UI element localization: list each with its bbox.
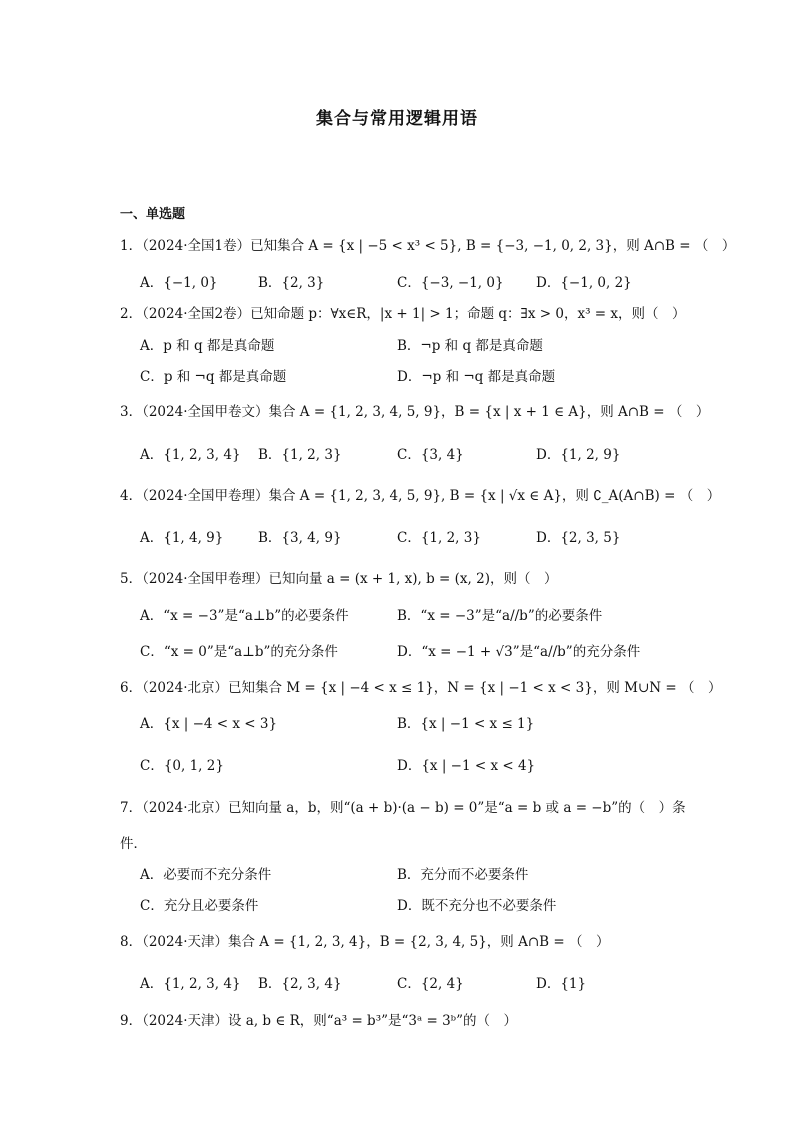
question-7-option-a: A．必要而不充分条件 <box>140 867 272 883</box>
question-3-option-d: D．{1, 2, 9} <box>536 447 621 463</box>
question-5-option-c: C．“x = 0”是“a⊥b”的充分条件 <box>140 644 338 660</box>
question-1-stem: 1．（2024·全国1卷）已知集合 A = {x | −5 < x³ < 5}, B = {−3, −1, 0, 2, 3}，则 A∩B = （ ） <box>120 238 736 254</box>
question-4-option-c: C．{1, 2, 3} <box>397 530 481 546</box>
question-2-option-d: D．¬p 和 ¬q 都是真命题 <box>397 369 556 385</box>
question-8-option-d: D．{1} <box>536 976 587 992</box>
question-3-stem: 3．（2024·全国甲卷文）集合 A = {1, 2, 3, 4, 5, 9}，B = {x | x + 1 ∈ A}，则 A∩B = （ ） <box>120 404 710 420</box>
question-8-stem: 8．（2024·天津）集合 A = {1, 2, 3, 4}，B = {2, 3, 4, 5}，则 A∩B = （ ） <box>120 934 610 950</box>
question-4-option-d: D．{2, 3, 5} <box>536 530 621 546</box>
question-6-stem: 6．（2024·北京）已知集合 M = {x | −4 < x ≤ 1}，N = {x | −1 < x < 3}，则 M∪N = （ ） <box>120 680 722 696</box>
question-7-stem: 7．（2024·北京）已知向量 a，b，则“(a + b)·(a − b) = 0”是“a = b 或 a = −b”的（ ）条 <box>120 800 686 816</box>
question-5-option-b: B．“x = −3”是“a//b”的必要条件 <box>397 608 603 624</box>
question-8-option-a: A．{1, 2, 3, 4} <box>140 976 241 992</box>
page-title: 集合与常用逻辑用语 <box>316 109 478 129</box>
question-1-option-a: A．{−1, 0} <box>140 275 218 291</box>
question-3-option-a: A．{1, 2, 3, 4} <box>140 447 241 463</box>
question-4-option-a: A．{1, 4, 9} <box>140 530 224 546</box>
question-3-option-b: B．{1, 2, 3} <box>258 447 342 463</box>
question-7-option-c: C．充分且必要条件 <box>140 898 259 914</box>
question-1-option-b: B．{2, 3} <box>258 275 325 291</box>
question-6-option-d: D．{x | −1 < x < 4} <box>397 758 536 774</box>
question-2-option-c: C．p 和 ¬q 都是真命题 <box>140 369 287 385</box>
question-2-option-a: A．p 和 q 都是真命题 <box>140 338 275 354</box>
section-heading: 一、单选题 <box>120 207 186 222</box>
question-8-option-c: C．{2, 4} <box>397 976 464 992</box>
question-5-option-d: D．“x = −1 + √3”是“a//b”的充分条件 <box>397 644 641 660</box>
question-4-option-b: B．{3, 4, 9} <box>258 530 342 546</box>
question-2-option-b: B．¬p 和 q 都是真命题 <box>397 338 543 354</box>
question-7-option-d: D．既不充分也不必要条件 <box>397 898 557 914</box>
question-9-stem: 9．（2024·天津）设 a, b ∈ R，则“a³ = b³”是“3ᵃ = 3ᵇ”的（ ） <box>120 1013 517 1029</box>
question-1-option-d: D．{−1, 0, 2} <box>536 275 632 291</box>
question-5-option-a: A．“x = −3”是“a⊥b”的必要条件 <box>140 608 349 624</box>
question-6-option-a: A．{x | −4 < x < 3} <box>140 716 278 732</box>
question-7-option-b: B．充分而不必要条件 <box>397 867 529 883</box>
question-6-option-c: C．{0, 1, 2} <box>140 758 224 774</box>
question-3-option-c: C．{3, 4} <box>397 447 464 463</box>
question-7-stem-continued: 件． <box>120 836 147 852</box>
question-4-stem: 4．（2024·全国甲卷理）集合 A = {1, 2, 3, 4, 5, 9}, B = {x | √x ∈ A}，则 ∁_A(A∩B) = （ ） <box>120 488 721 504</box>
question-2-stem: 2．（2024·全国2卷）已知命题 p：∀x∈R，|x + 1| > 1；命题 q：∃x > 0，x³ = x，则（ ） <box>120 306 686 322</box>
question-6-option-b: B．{x | −1 < x ≤ 1} <box>397 716 535 732</box>
question-1-option-c: C．{−3, −1, 0} <box>397 275 504 291</box>
question-5-stem: 5．（2024·全国甲卷理）已知向量 a = (x + 1, x), b = (x, 2)，则（ ） <box>120 571 558 587</box>
question-8-option-b: B．{2, 3, 4} <box>258 976 342 992</box>
